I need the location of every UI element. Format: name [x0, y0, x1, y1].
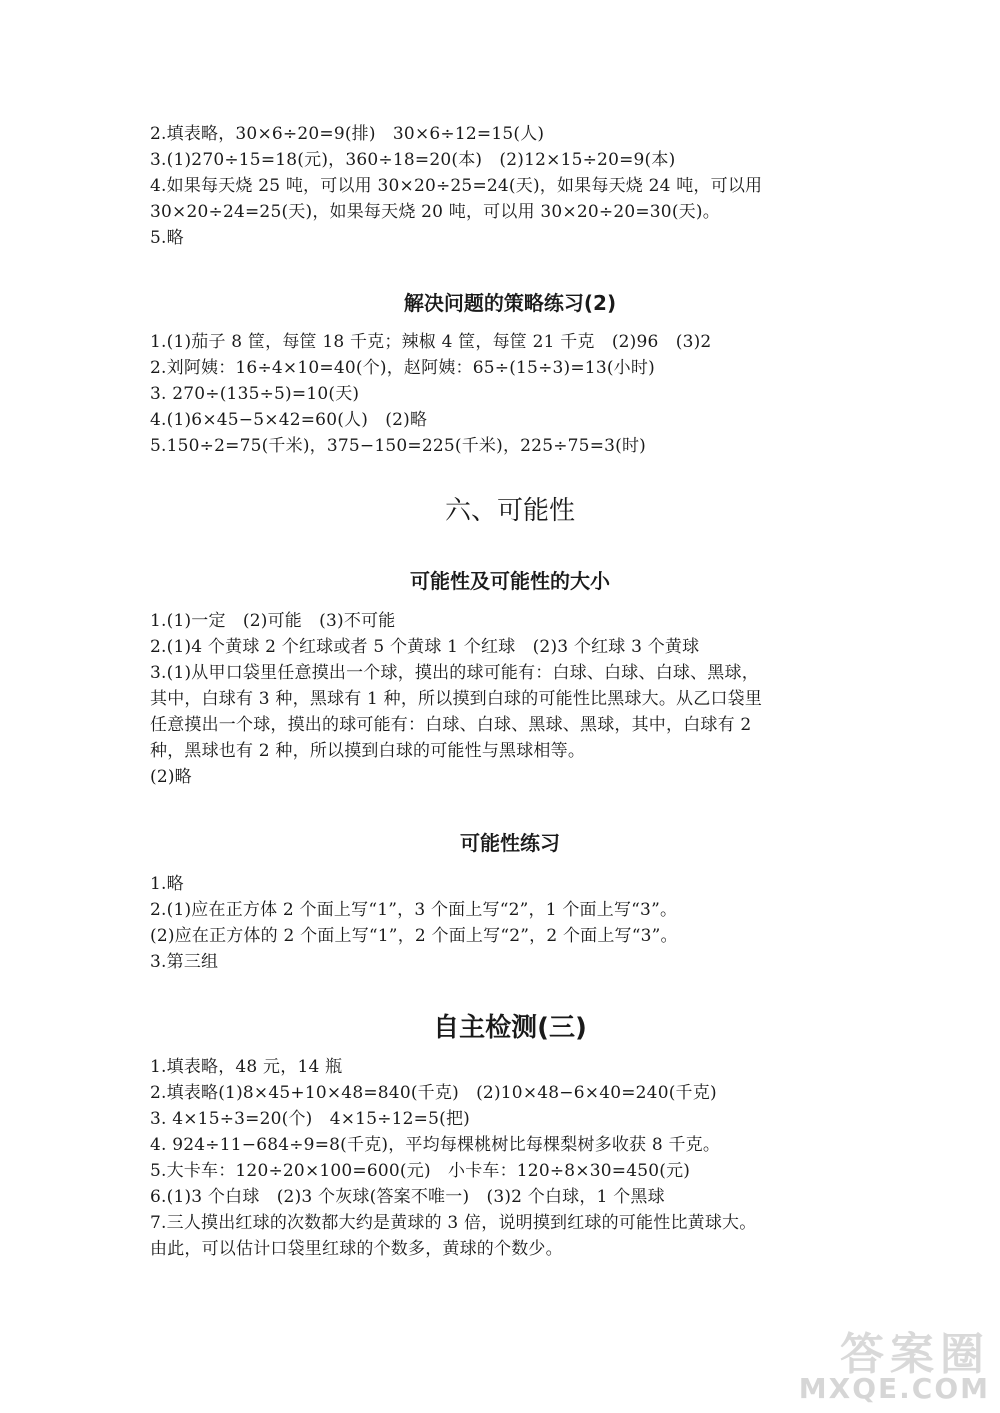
chapter-title: 六、可能性: [444, 496, 575, 526]
answer-line: 3.(1)从甲口袋里任意摸出一个球，摸出的球可能有：白球、白球、白球、黑球，: [150, 663, 759, 683]
answer-line: 任意摸出一个球，摸出的球可能有：白球、白球、黑球、黑球，其中，白球有 2: [150, 715, 752, 735]
answer-line: 4.(1)6×45−5×42=60(人) (2)略: [150, 410, 428, 430]
answer-line: 1.(1)一定 (2)可能 (3)不可能: [150, 611, 396, 631]
watermark-logo: 答案圈: [840, 1329, 990, 1380]
answer-line: (2)略: [150, 767, 192, 787]
answer-line: 30×20÷24=25(天)，如果每天烧 20 吨，可以用 30×20÷20=30(天)。: [150, 202, 720, 222]
answer-line: 2.填表略，30×6÷20=9(排) 30×6÷12=15(人): [150, 124, 545, 144]
answer-line: 2.(1)应在正方体 2 个面上写“1”，3 个面上写“2”，1 个面上写“3”。: [150, 900, 678, 920]
answer-line: 2.刘阿姨：16÷4×10=40(个)，赵阿姨：65÷(15÷3)=13(小时): [150, 358, 655, 378]
watermark-url: MXQE.COM: [798, 1372, 990, 1405]
answer-line: 3. 270÷(135÷5)=10(天): [150, 384, 360, 404]
answer-line: 3.第三组: [150, 952, 219, 972]
answer-line: 2.填表略(1)8×45+10×48=840(千克) (2)10×48−6×40=240(千克): [150, 1083, 717, 1103]
answer-line: 由此，可以估计口袋里红球的个数多，黄球的个数少。: [150, 1239, 563, 1259]
answer-line: (2)应在正方体的 2 个面上写“1”，2 个面上写“2”，2 个面上写“3”。: [150, 926, 678, 946]
answer-line: 4. 924÷11−684÷9=8(千克)，平均每棵桃树比每棵梨树多收获 8 千克。: [150, 1135, 721, 1155]
answer-line: 1.略: [150, 874, 184, 894]
answer-line: 2.(1)4 个黄球 2 个红球或者 5 个黄球 1 个红球 (2)3 个红球 3 个黄球: [150, 637, 700, 657]
answer-line: 5.大卡车：120÷20×100=600(元) 小卡车：120÷8×30=450(元): [150, 1161, 691, 1181]
section-title: 可能性及可能性的大小: [410, 569, 610, 593]
section-title: 自主检测(三): [433, 1013, 587, 1043]
answer-line: 3.(1)270÷15=18(元)，360÷18=20(本) (2)12×15÷20=9(本): [150, 150, 676, 170]
answer-line: 1.(1)茄子 8 筐，每筐 18 千克；辣椒 4 筐，每筐 21 千克 (2)96 (3)2: [150, 332, 712, 352]
answer-line: 其中，白球有 3 种，黑球有 1 种，所以摸到白球的可能性比黑球大。从乙口袋里: [150, 689, 763, 709]
section-title: 可能性练习: [460, 831, 560, 855]
section-title: 解决问题的策略练习(2): [403, 291, 617, 315]
answer-line: 5.150÷2=75(千米)，375−150=225(千米)，225÷75=3(时): [150, 436, 647, 456]
answer-line: 5.略: [150, 228, 184, 248]
watermark: [762, 1318, 990, 1408]
answer-line: 1.填表略，48 元，14 瓶: [150, 1057, 343, 1077]
answer-line: 种，黑球也有 2 种，所以摸到白球的可能性与黑球相等。: [150, 741, 586, 761]
answer-line: 4.如果每天烧 25 吨，可以用 30×20÷25=24(天)，如果每天烧 24 吨，可以用: [150, 176, 763, 196]
answer-line: 6.(1)3 个白球 (2)3 个灰球(答案不唯一) (3)2 个白球，1 个黑球: [150, 1187, 665, 1207]
answer-line: 7.三人摸出红球的次数都大约是黄球的 3 倍，说明摸到红球的可能性比黄球大。: [150, 1213, 757, 1233]
answer-line: 3. 4×15÷3=20(个) 4×15÷12=5(把): [150, 1109, 471, 1129]
